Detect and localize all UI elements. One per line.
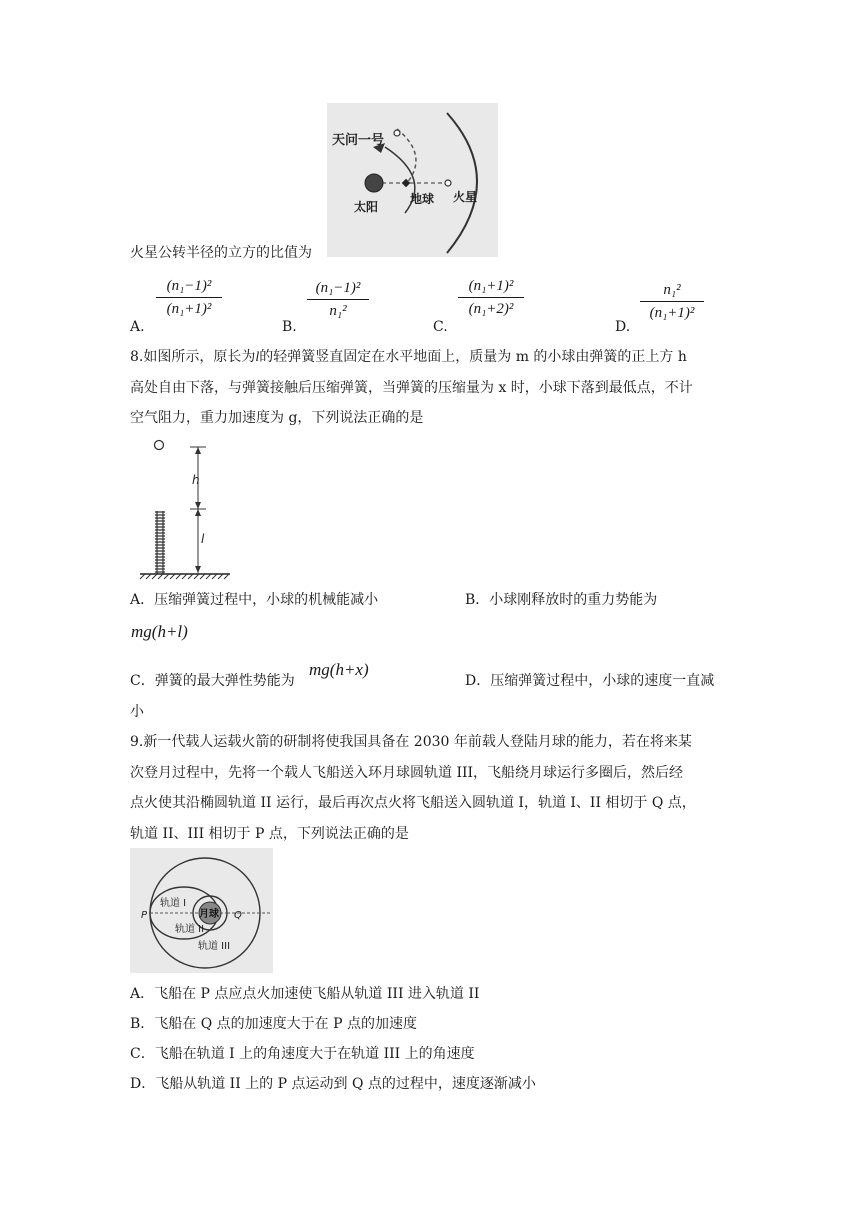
mars-orbit-figure (327, 103, 498, 257)
label-tianwen: 天问一号 (332, 133, 385, 148)
q9-option-d: D．飞船从轨道 II 上的 P 点运动到 Q 点的过程中，速度逐渐减小 (130, 1076, 536, 1092)
q8-option-b: B．小球刚释放时的重力势能为 (465, 592, 658, 608)
q7-option-c-denominator: (n₁+2)² (468, 301, 514, 317)
q7-option-a-numerator: (n₁−1)² (156, 278, 222, 298)
q7-option-d-fraction (640, 282, 704, 322)
q7-option-a-denominator: (n₁+1)² (166, 301, 212, 317)
q8-line-1-end: 的轻弹簧竖直固定在水平地面上，质量为 m 的小球由弹簧的正上方 h (259, 349, 687, 365)
q7-option-b-numerator: (n₁−1)² (307, 280, 369, 300)
q8-option-d-line-2: 小 (130, 704, 144, 720)
q7-option-d-letter: D. (615, 319, 631, 335)
label-h: h (192, 473, 200, 487)
moon-orbit-diagram (130, 848, 273, 973)
label-q: Q (234, 910, 242, 921)
spring-figure (130, 437, 242, 580)
spring-diagram (130, 437, 242, 580)
label-orbit-1: 轨道 I (160, 898, 187, 909)
q9-line-2: 次登月过程中，先将一个载人飞船送入环月球圆轨道 III，飞船绕月球运行多圈后，然后经 (130, 765, 684, 781)
q8-var-l: l (255, 350, 260, 365)
q8-option-c: C．弹簧的最大弹性势能为 (130, 673, 295, 689)
q8-option-b-expression: mg(h+l) (131, 622, 188, 641)
q8-option-d-line-1: D．压缩弹簧过程中，小球的速度一直减 (465, 673, 715, 689)
q7-option-d-numerator: n₁² (640, 282, 704, 302)
label-orbit-2: 轨道 II (175, 924, 205, 935)
q7-stem-tail: 火星公转半径的立方的比值为 (130, 245, 312, 261)
q9-option-a: A．飞船在 P 点应点火加速使飞船从轨道 III 进入轨道 II (130, 986, 480, 1002)
q9-line-4: 轨道 II、III 相切于 P 点，下列说法正确的是 (130, 826, 409, 842)
q7-option-a-fraction (156, 278, 222, 318)
q8-option-c-expression: mg(h+x) (309, 660, 369, 679)
q7-option-b-denominator: n₁² (329, 303, 347, 319)
label-mars: 火星 (453, 190, 478, 204)
label-moon: 月球 (199, 909, 219, 920)
moon-orbit-figure (130, 848, 273, 973)
q7-option-d-denominator: (n₁+1)² (649, 305, 695, 321)
q9-line-1: 9.新一代载人运载火箭的研制将使我国具备在 2030 年前载人登陆月球的能力，若在将来某 (130, 734, 692, 750)
q8-line-3: 空气阻力，重力加速度为 g，下列说法正确的是 (130, 410, 424, 426)
q7-option-b-fraction (307, 280, 369, 320)
q9-option-b: B．飞船在 Q 点的加速度大于在 P 点的加速度 (130, 1016, 417, 1032)
q7-option-c-numerator: (n₁+1)² (458, 278, 524, 298)
label-p: P (141, 910, 148, 921)
q8-line-1-start: 8.如图所示，原长为 (130, 349, 256, 365)
q9-line-3: 点火使其沿椭圆轨道 II 运行，最后再次点火将飞船送入圆轨道 I，轨道 I、II 相切于 Q 点， (130, 795, 696, 811)
label-sun: 太阳 (354, 200, 379, 214)
label-earth: 地球 (410, 192, 435, 206)
label-orbit-3: 轨道 III (198, 941, 231, 952)
q7-option-b-letter: B. (282, 319, 297, 335)
mars-orbit-diagram (327, 103, 498, 257)
q8-line-2: 高处自由下落，与弹簧接触后压缩弹簧，当弹簧的压缩量为 x 时，小球下落到最低点，不计 (130, 380, 693, 396)
q9-option-c: C．飞船在轨道 I 上的角速度大于在轨道 III 上的角速度 (130, 1046, 475, 1062)
q7-option-c-letter: C. (433, 319, 448, 335)
q8-line-1 (130, 347, 687, 368)
q8-option-a: A．压缩弹簧过程中，小球的机械能减小 (130, 592, 379, 608)
q7-option-c-fraction (458, 278, 524, 318)
label-l: l (201, 532, 205, 546)
q7-option-a-letter: A. (130, 319, 145, 335)
